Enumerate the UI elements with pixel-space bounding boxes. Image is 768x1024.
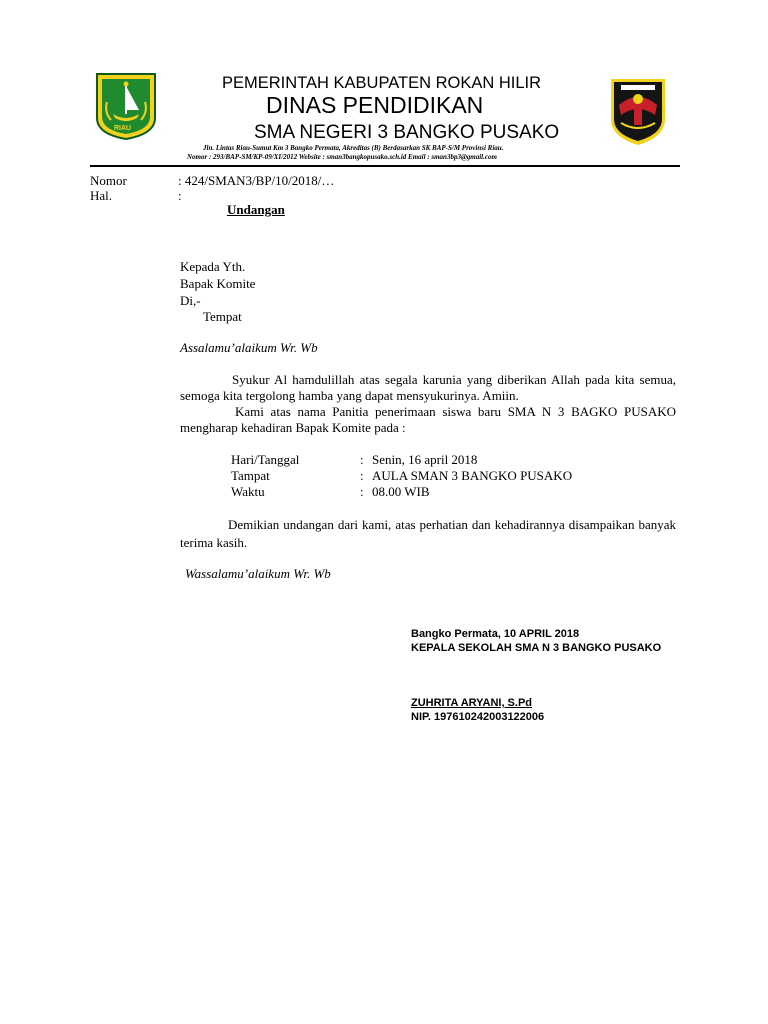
riau-logo-text: RIAU bbox=[114, 125, 132, 132]
letterhead-address-line2: Nomor : 293/BAP-SM/KP-09/XI/2012 Website : sman3bangkopusako.sch.id Email : sman3bp3@gmail.com bbox=[187, 153, 497, 161]
detail-date-sep: : bbox=[360, 452, 364, 467]
opening-greeting: Assalamu’alaikum Wr. Wb bbox=[180, 340, 318, 355]
detail-place-sep: : bbox=[360, 468, 364, 483]
recipient-line4: Tempat bbox=[203, 309, 242, 324]
detail-time-value: 08.00 WIB bbox=[372, 484, 430, 499]
signature-place-date: Bangko Permata, 10 APRIL 2018 bbox=[411, 628, 580, 640]
riau-logo bbox=[95, 72, 157, 140]
detail-date-value: Senin, 16 april 2018 bbox=[372, 452, 478, 467]
paragraph-invitation: Kami atas nama Panitia penerimaan siswa baru SMA N 3 BAGKO PUSAKO mengharap kehadiran Bapak Komite pada : bbox=[180, 404, 676, 435]
signature-position: KEPALA SEKOLAH SMA N 3 BANGKO PUSAKO bbox=[411, 642, 662, 654]
signatory-name: ZUHRITA ARYANI, S.Pd bbox=[411, 697, 533, 709]
detail-time-label: Waktu bbox=[231, 484, 265, 499]
letterhead-address-line1: Jln. Lintas Riau-Sumut Km 3 Bangko Permata, Akreditas (B) Berdasarkan SK BAP-S/M Provinsi Riau. bbox=[203, 144, 504, 152]
hal-value: : bbox=[178, 188, 182, 203]
detail-place-value: AULA SMAN 3 BANGKO PUSAKO bbox=[372, 468, 573, 483]
closing-greeting: Wassalamu’alaikum Wr. Wb bbox=[185, 566, 331, 581]
letterhead-government: PEMERINTAH KABUPATEN ROKAN HILIR bbox=[222, 74, 542, 92]
school-logo bbox=[607, 75, 669, 147]
letterhead-school: SMA NEGERI 3 BANGKO PUSAKO bbox=[254, 122, 560, 143]
detail-time-sep: : bbox=[360, 484, 364, 499]
nomor-label: Nomor bbox=[90, 173, 127, 188]
recipient-line1: Kepada Yth. bbox=[180, 259, 246, 274]
letter-title: Undangan bbox=[227, 202, 285, 217]
detail-date-label: Hari/Tanggal bbox=[231, 452, 300, 467]
hal-label: Hal. bbox=[90, 188, 113, 203]
paragraph-gratitude: Syukur Al hamdulillah atas segala karunia yang diberikan Allah pada kita semua, semoga kita tergolong hamba yang dapat mensyukurinya. Amiin. bbox=[180, 372, 676, 403]
letterhead-office: DINAS PENDIDIKAN bbox=[266, 92, 484, 118]
recipient-line2: Bapak Komite bbox=[180, 276, 256, 291]
recipient-line3: Di,- bbox=[180, 293, 201, 308]
nomor-value: : 424/SMAN3/BP/10/2018/… bbox=[178, 173, 335, 188]
detail-place-label: Tampat bbox=[231, 468, 270, 483]
paragraph-closing: Demikian undangan dari kami, atas perhatian dan kehadirannya disampaikan banyak terima kasih. bbox=[180, 517, 676, 550]
letterhead-divider bbox=[90, 165, 680, 167]
signatory-nip: NIP. 197610242003122006 bbox=[411, 711, 545, 723]
